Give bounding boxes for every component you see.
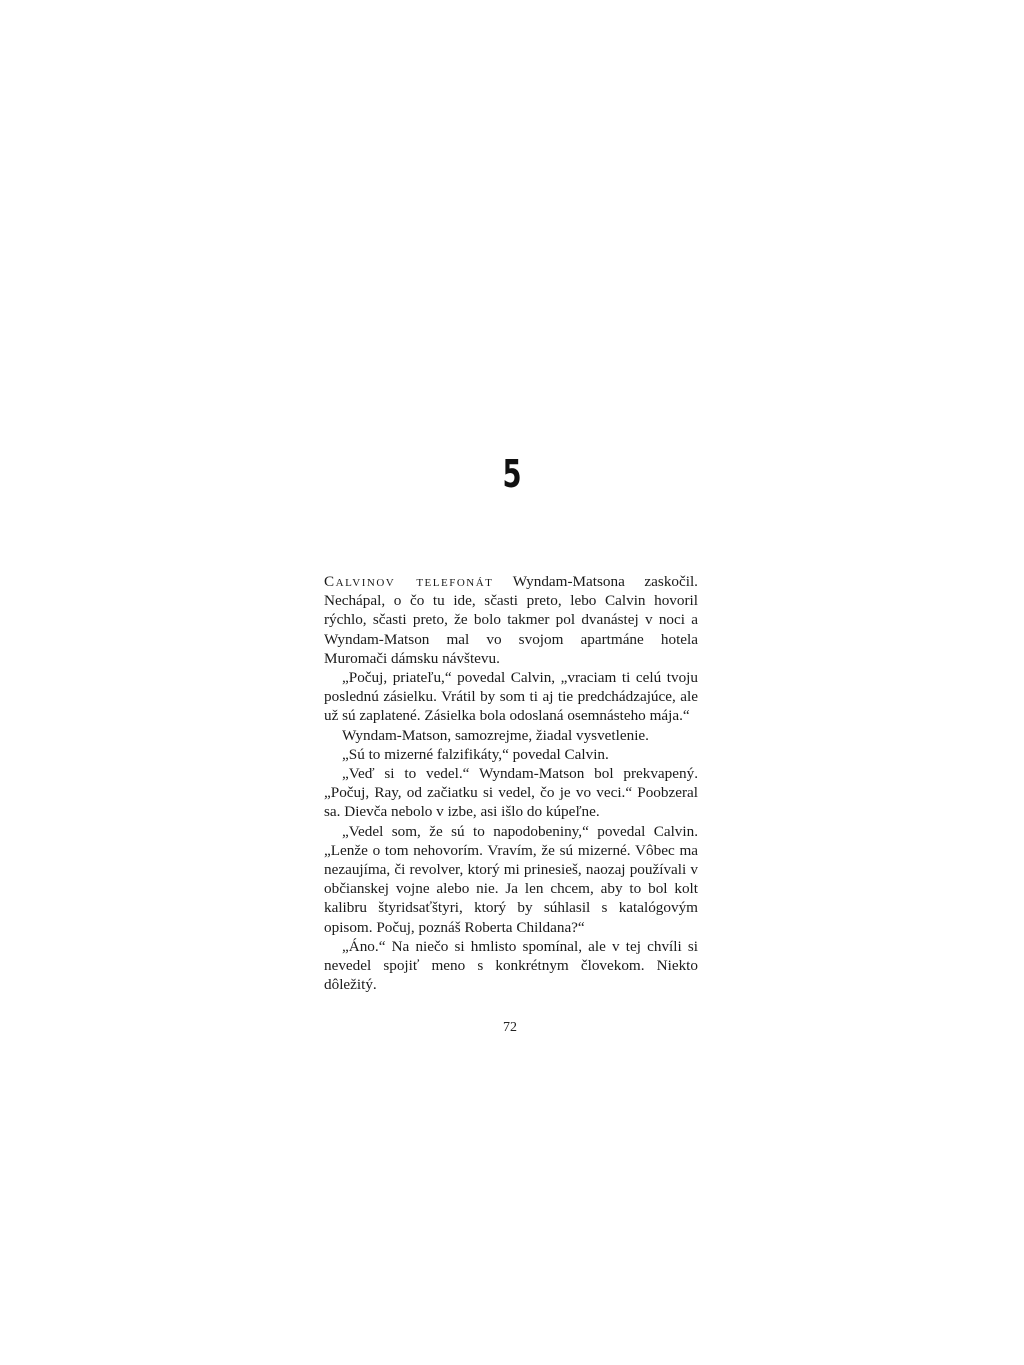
paragraph-1 (324, 572, 698, 668)
paragraph-5: „Veď si to vedel.“ Wyndam-Matson bol prekvapený. „Počuj, Ray, od začiatku si vedel, čo je vo veci.“ Poobzeral sa. Dievča nebolo v izbe, asi išlo do kúpeľne. (324, 765, 698, 821)
page-number: 72 (503, 1020, 517, 1035)
chapter-text (324, 572, 698, 994)
paragraph-7: „Áno.“ Na niečo si hmlisto spomínal, ale v tej chvíli si nevedel spojiť meno s konkrétnym človekom. Niekto dôležitý. (324, 937, 698, 994)
paragraph-1-text: Wyndam-Matsona zaskočil. Nechápal, o čo tu ide, sčasti preto, lebo Calvin hovoril rýchlo, sčasti preto, že bolo takmer pol dvanástej v noci a Wyndam-Matson mal vo svojom apartmáne hotela Muromači dámsku návštevu. (324, 573, 698, 667)
paragraph-2: „Počuj, priateľu,“ povedal Calvin, „vraciam ti celú tvoju poslednú zásielku. Vrátil by som ti aj tie predchádzajúce, ale už sú zaplatené. Zásielka bola odoslaná osemnásteho mája.“ (324, 669, 698, 725)
opening-words: Calvinov telefonát (324, 573, 494, 590)
paragraph-3: Wyndam-Matson, samozrejme, žiadal vysvetlenie. (342, 726, 649, 744)
paragraph-6: „Vedel som, že sú to napodobeniny,“ povedal Calvin. „Lenže o tom nehovorím. Vravím, že sú mizerné. Vôbec ma nezaujíma, či revolver, ktorý mi prinesieš, naozaj používali v občianskej vojne alebo nie. Ja len chcem, aby to bol kolt kalibru štyridsaťštyri, ktorý by súhlasil s katalógovým opisom. Počuj, poznáš Roberta Childana?“ (324, 822, 698, 936)
paragraph-4: „Sú to mizerné falzifikáty,“ povedal Calvin. (342, 745, 609, 763)
chapter-number: 5 (502, 452, 522, 496)
